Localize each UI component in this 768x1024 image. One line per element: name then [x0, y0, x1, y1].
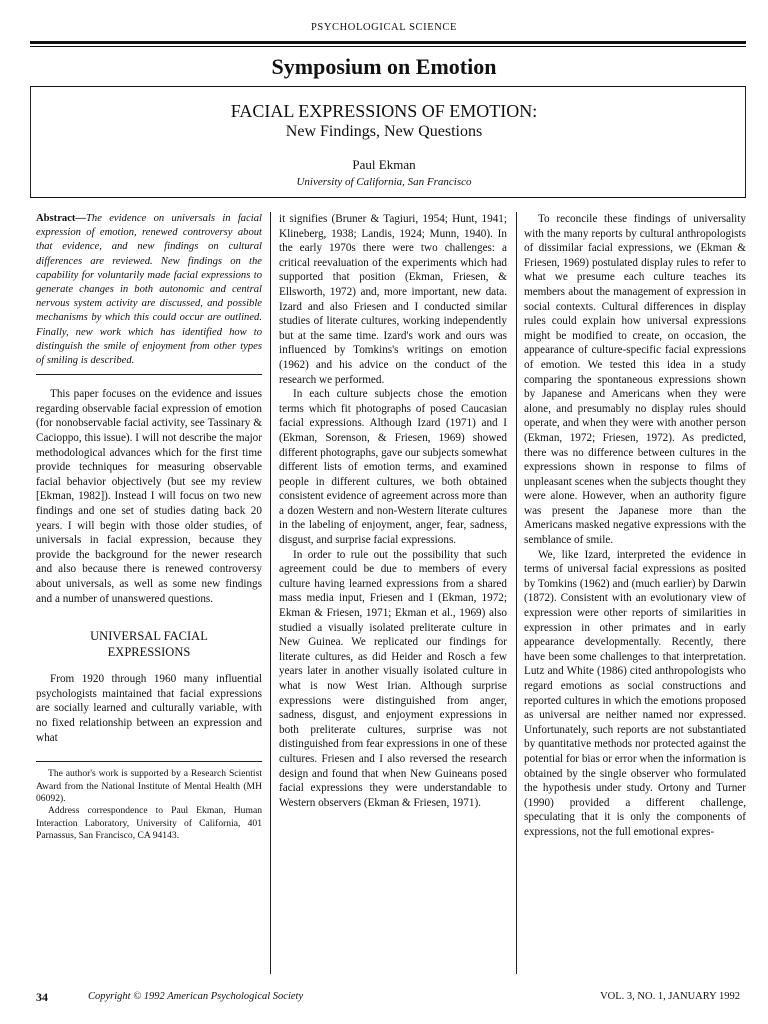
paragraph: In order to rule out the possibility that such agreement could be due to members of every culture having learned expressions from a shared mass media input, Friesen and I (Ekman, 1972; Ekman & Friesen, 1971; Ekman et al., 1969) also studied a visually isolated preliterate culture in New Guinea. We replicated our findings for literate cultures, as did Heider and Rosch a few years later in another visually isolated culture in what is now West Irian. Although surprise expressions were distinguished from anger, sadness, disgust, and enjoyment expressions in both preliterate cultures, surprise was not distinguished from fear expressions in one of these cultures. Friesen and I also reversed the research design and found that when New Guineans posed facial expressions they were understandable to Western observers (Ekman & Friesen, 1971). — [279, 548, 507, 809]
title-box-top-rule — [30, 86, 746, 87]
article-subtitle: New Findings, New Questions — [285, 123, 483, 140]
paragraph: it signifies (Bruner & Tagiuri, 1954; Hunt, 1941; Klineberg, 1938; Landis, 1924; Munn, 1940). In the early 1970s there were two challenges: a critical reevaluation of the experiments which had supported that position (Ekman, Friesen, & Ellsworth, 1972) and, more important, new data. Izard and also Friesen and I conducted similar studies of literate cultures, working independently but at the same time. Izard's work and ours was influenced by Tomkins's writings on emotion (1962) and his advice on the conduct of the research we performed. — [279, 213, 507, 386]
section-paragraph: From 1920 through 1960 many influential psychologists maintained that facial expressions are socially learned and culturally variable, with no fixed relationship between an expression and what — [36, 673, 262, 744]
journal-name: PSYCHOLOGICAL SCIENCE — [310, 22, 458, 33]
section-heading-line-1: UNIVERSAL FACIAL — [90, 629, 208, 644]
header-rule — [30, 41, 746, 44]
copyright-notice: Copyright © 1992 American Psychological Society — [88, 991, 304, 1002]
paragraph: To reconcile these findings of universality with the many reports by cultural anthropologists of dissimilar facial expressions, we (Ekman & Friesen, 1969) postulated display rules to refer to what we presume each culture teaches its members about the management of expression in social contexts. Cultural differences in display rules could explain how universal expressions might be modified to create, on occasion, the appearance of culture-specific facial expressions of emotion. We tested this idea in a study comparing the spontaneous expressions shown by Japanese and Americans when they were alone, and presumably no display rules should operate, and when they were with another person (Ekman, 1972; Friesen, 1972). As predicted, there was no difference between cultures in the expressions shown in response to films of unpleasant scenes when the subjects thought they were alone. However, when an authority figure was present the Japanese more than the Americans masked negative expressions with the semblance of smile. — [524, 213, 746, 547]
footnote-rule — [36, 761, 262, 762]
author-affiliation: University of California, San Francisco — [296, 176, 472, 188]
article-title: FACIAL EXPRESSIONS OF EMOTION: — [230, 101, 538, 121]
symposium-title: Symposium on Emotion — [271, 54, 497, 79]
abstract-label: Abstract— — [36, 213, 87, 224]
abstract — [36, 212, 262, 368]
abstract-text: The evidence on universals in facial expression of emotion, renewed controversy about that evidence, and new findings on cultural differences are reviewed. New findings on the capability for voluntarily made facial expressions to generate changes in both autonomic and central nervous system activity are discussed, and possible mechanisms by which this could occur are outlined. Finally, new work which has identified how to distinguish the smile of enjoyment from other types of smiling is described. — [36, 213, 262, 367]
paragraph: We, like Izard, interpreted the evidence in terms of universal facial expressions as posited by Tomkins (1962) and (much earlier) by Darwin (1872). Consistent with an evolutionary view of expression were other reports of similarities in expression in other primates and in early appearance developmentally. Recently, there have been some challenges to that interpretation. Lutz and White (1986) cited anthropologists who regard emotions as social constructions and reported cultures in which the emotions proposed as universal are neither named nor expressed. Unfortunately, such reports are not substantiated by quantitative methods nor protected against the potential for bias or error when the information is obtained by the single observer who formulated the hypothesis under study. Ortony and Turner (1990) provided a different challenge, speculating that it is only the components of expressions, not the full emotional expres- — [524, 548, 746, 838]
volume-info: VOL. 3, NO. 1, JANUARY 1992 — [600, 991, 740, 1002]
column-2 — [279, 212, 507, 810]
column-divider-2 — [516, 212, 517, 974]
column-divider-1 — [270, 212, 271, 974]
column-3 — [524, 212, 746, 840]
header-rule-thin — [30, 46, 746, 47]
section-heading-line-2: EXPRESSIONS — [107, 645, 191, 660]
section-heading — [36, 628, 262, 660]
footnote-funding: The author's work is supported by a Research Scientist Award from the National Institute of Mental Health (MH 06092). — [36, 768, 262, 804]
author-name: Paul Ekman — [352, 157, 416, 172]
intro-paragraph: This paper focuses on the evidence and issues regarding observable facial expression of emotion (for nonobservable facial activity, see Tassinary & Cacioppo, this issue). I will not describe the major methodological advances which for the first time provide techniques for measuring observable facial behavior objectively (but see my review [Ekman, 1982]). Instead I will focus on two new findings and one set of studies dating back 20 years. I will begin with those older studies, of universals in facial expression, because they provide the background for the newer research and also because there is renewed controversy about universals, as well as some new findings and a number of unanswered questions. — [36, 388, 262, 605]
paragraph: In each culture subjects chose the emotion terms which fit photographs of posed Caucasian facial expressions. Although Izard (1971) and I (Ekman, Sorenson, & Friesen, 1969) showed different photographs, gave our subjects somewhat different lists of emotion terms, and examined people in different cultures, we both obtained consistent evidence of agreement across more than a dozen Western and non-Western literate cultures in the labeling of enjoyment, anger, fear, sadness, disgust, and surprise facial expressions. — [279, 388, 507, 547]
abstract-rule — [36, 374, 262, 375]
title-box-bottom-rule — [30, 197, 746, 198]
column-1 — [36, 212, 262, 843]
footnote-address: Address correspondence to Paul Ekman, Human Interaction Laboratory, University of California, 401 Parnassus, San Francisco, CA 94143. — [36, 805, 262, 842]
page-number: 34 — [36, 990, 48, 1004]
footnote — [36, 768, 262, 842]
